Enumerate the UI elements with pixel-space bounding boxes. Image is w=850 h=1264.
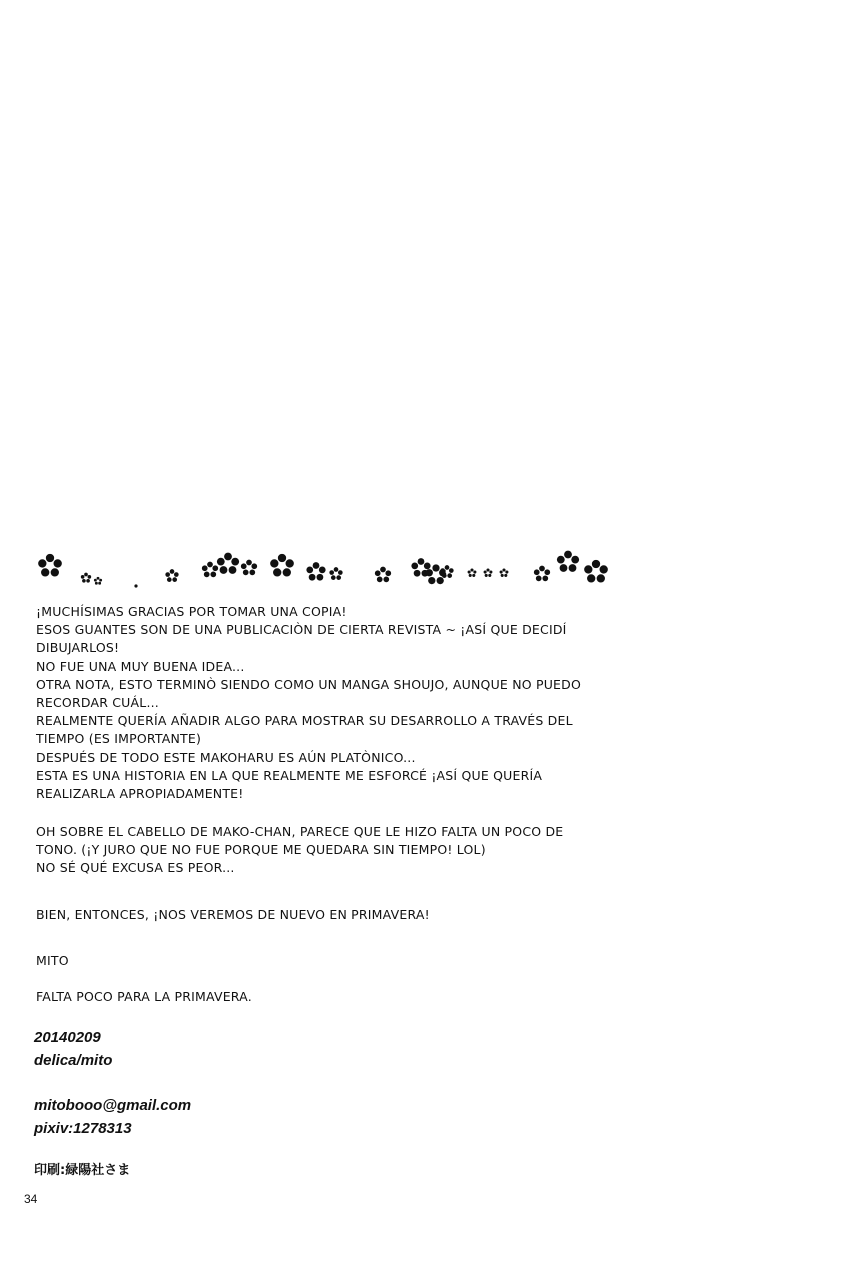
- credits-contact-block: [34, 1094, 191, 1140]
- text-line: ESTA ES UNA HISTORIA EN LA QUE REALMENTE ME ESFORCÉ ¡ASÍ QUE QUERÍA: [36, 767, 543, 783]
- text-line: TIEMPO (ES IMPORTANTE): [36, 731, 202, 747]
- text-line: DIBUJARLOS!: [36, 640, 120, 656]
- text-line: NO FUE UNA MUY BUENA IDEA...: [36, 658, 245, 674]
- text-line: ¡MUCHÍSIMAS GRACIAS POR TOMAR UNA COPIA!: [36, 604, 347, 619]
- page-number: 34: [24, 1192, 38, 1206]
- text-line: TONO. (¡Y JURO QUE NO FUE PORQUE ME QUEDARA SIN TIEMPO! LOL): [36, 842, 486, 858]
- afterword-closing: [36, 988, 636, 1006]
- text-line: REALMENTE QUERÍA AÑADIR ALGO PARA MOSTRAR SU DESARROLLO A TRAVÉS DEL: [36, 713, 573, 729]
- text-line: DESPUÉS DE TODO ESTE MAKOHARU ES AÚN PLATÒNICO...: [36, 749, 416, 765]
- text-line: ESOS GUANTES SON DE UNA PUBLICACIÒN DE CIERTA REVISTA ~ ¡ASÍ QUE DECIDÍ: [36, 622, 567, 638]
- text-line: OTRA NOTA, ESTO TERMINÒ SIENDO COMO UN MANGA SHOUJO, AUNQUE NO PUEDO: [36, 676, 582, 692]
- afterword-signature: [36, 952, 636, 970]
- text-line: BIEN, ENTONCES, ¡NOS VEREMOS DE NUEVO EN PRIMAVERA!: [36, 907, 430, 922]
- signature-text: MITO: [36, 953, 69, 968]
- text-line: OH SOBRE EL CABELLO DE MAKO-CHAN, PARECE QUE LE HIZO FALTA UN POCO DE: [36, 824, 564, 839]
- text-line: RECORDAR CUÁL...: [36, 695, 159, 711]
- flower-divider-graphic: [36, 548, 626, 596]
- circle-name: delica/mito: [34, 1052, 113, 1069]
- afterword-paragraph-3: [36, 906, 636, 924]
- printer-credit: 印刷:緑陽社さま: [34, 1163, 131, 1178]
- contact-email: mitobooo@gmail.com: [34, 1097, 192, 1114]
- credits-date-block: [34, 1026, 112, 1072]
- afterword-paragraph-1: [36, 603, 636, 803]
- text-line: NO SÉ QUÉ EXCUSA ES PEOR...: [36, 860, 235, 876]
- pixiv-id: pixiv:1278313: [34, 1120, 132, 1137]
- closing-text: FALTA POCO PARA LA PRIMAVERA.: [36, 989, 252, 1004]
- publication-date: 20140209: [34, 1029, 101, 1046]
- flower-divider: [36, 548, 626, 596]
- afterword-paragraph-2: [36, 823, 636, 878]
- text-line: REALIZARLA APROPIADAMENTE!: [36, 786, 244, 802]
